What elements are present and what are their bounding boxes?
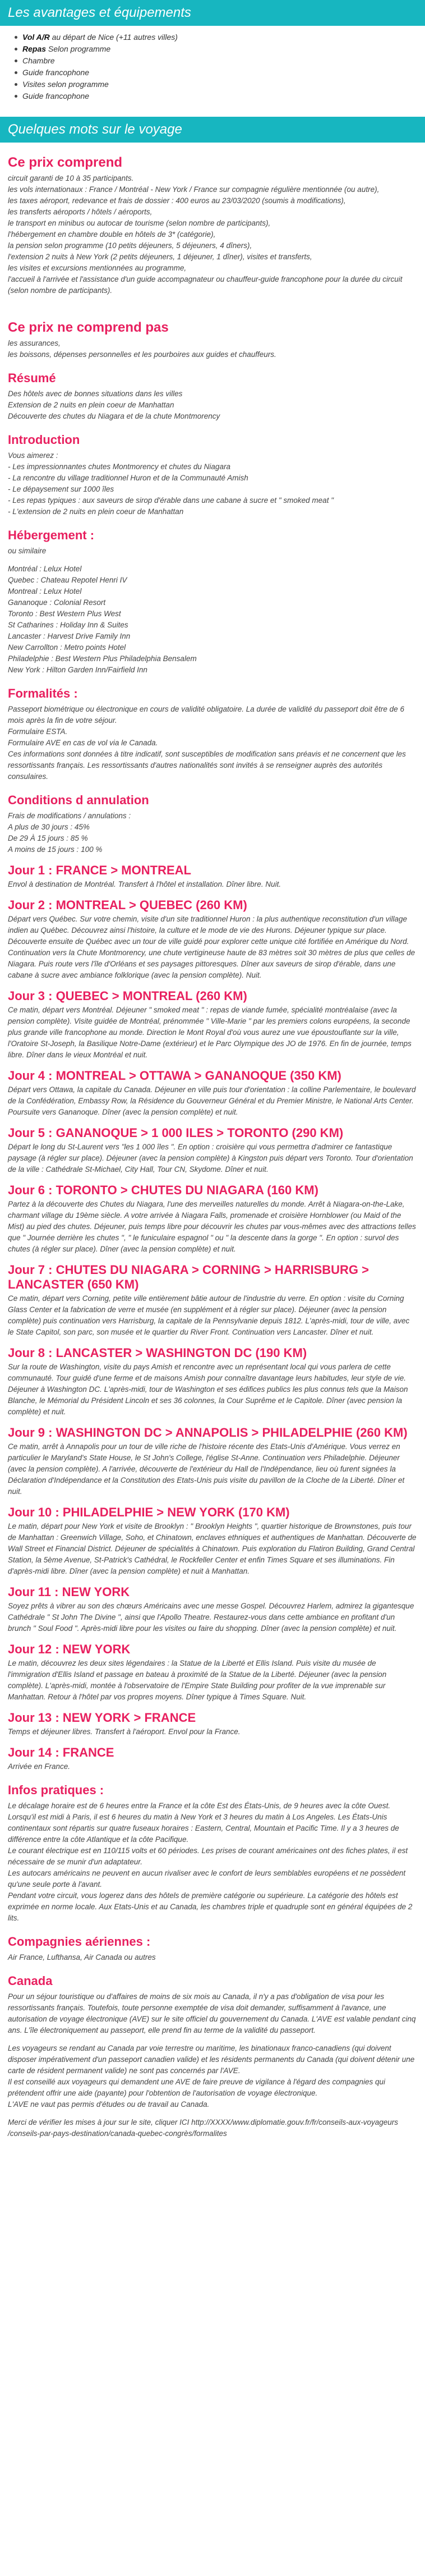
resume-text bbox=[8, 388, 417, 422]
itinerary-day bbox=[8, 1745, 417, 1772]
itinerary-days bbox=[8, 863, 417, 1772]
text-line: les transferts aéroports / hôtels / aéroports, bbox=[8, 208, 153, 216]
text-line: Lancaster : Harvest Drive Family Inn bbox=[8, 632, 131, 640]
advantages-list bbox=[0, 31, 425, 102]
advantage-item-bold: Vol A/R bbox=[22, 33, 50, 42]
text-line: Toronto : Best Western Plus West bbox=[8, 609, 121, 618]
day-text: Ce matin, départ vers Montréal. Déjeuner " smoked meat " : repas de viande fumée, spécialité montréalaise (avec la pension complète). Visite guidée de Montréal, prénommée " Ville-Marie " par les premiers colons européens, la seconde plus grande ville francophone au monde. Direction le Mont Royal d'où vous aurez une vue époustouflante sur la ville, l'Oratoire St-Joseph, la Basilique Notre-Dame (extérieur) et le Parc Olympique des JO de 1976. En fin de journée, temps libre. Dîner dans le vieux Montréal et nuit. bbox=[8, 1006, 412, 1059]
advantage-item-text: Guide francophone bbox=[22, 91, 90, 100]
formalites-title: Formalités : bbox=[8, 686, 78, 700]
text-line: les visites et excursions mentionnées au programme, bbox=[8, 264, 187, 272]
advantage-item bbox=[22, 31, 425, 43]
annulation-title: Conditions d annulation bbox=[8, 793, 149, 807]
day-title: Jour 13 : NEW YORK > FRANCE bbox=[8, 1711, 196, 1725]
text-line: St Catharines : Holiday Inn & Suites bbox=[8, 621, 128, 629]
text-line: Les autocars américains ne peuvent en aucun rivaliser avec le confort de leurs semblables européens et ne possèdent qu'une seule porte à l'avant. bbox=[8, 1869, 406, 1889]
itinerary-day bbox=[8, 989, 417, 1061]
day-title: Jour 5 : GANANOQUE > 1 000 ILES > TORONTO (290 KM) bbox=[8, 1126, 344, 1140]
itinerary-day bbox=[8, 1069, 417, 1118]
advantage-item-text: au départ de Nice (+11 autres villes) bbox=[49, 33, 178, 42]
spacer bbox=[8, 2110, 417, 2117]
advantage-item bbox=[22, 43, 425, 55]
text-line: - La rencontre du village traditionnel Huron et de la Communauté Amish bbox=[8, 474, 248, 482]
itinerary-day bbox=[8, 863, 417, 890]
text-line: circuit garanti de 10 à 35 participants. bbox=[8, 174, 134, 182]
text-line: Passeport biométrique ou électronique en cours de validité obligatoire. La durée de validité du passeport doit être de 6 mois après la fin de votre séjour. bbox=[8, 705, 404, 725]
text-line: Découverte des chutes du Niagara et de la chute Montmorency bbox=[8, 412, 220, 420]
text-line: l'accueil à l'arrivée et l'assistance d'un guide accompagnateur ou chauffeur-guide francophone pour la durée du circuit (selon nombre de participants). bbox=[8, 275, 403, 295]
formalites-text bbox=[8, 704, 417, 782]
text-line: New York : Hilton Garden Inn/Fairfield Inn bbox=[8, 666, 147, 674]
introduction-text bbox=[8, 450, 417, 517]
introduction-title: Introduction bbox=[8, 433, 80, 447]
trip-content bbox=[0, 155, 425, 2139]
day-title: Jour 7 : CHUTES DU NIAGARA > CORNING > HARRISBURG > LANCASTER (650 KM) bbox=[8, 1263, 369, 1291]
day-title: Jour 3 : QUEBEC > MONTREAL (260 KM) bbox=[8, 989, 247, 1003]
day-title: Jour 11 : NEW YORK bbox=[8, 1585, 130, 1599]
text-line: - L'extension de 2 nuits en plein coeur de Manhattan bbox=[8, 507, 184, 516]
infos-text bbox=[8, 1800, 417, 1924]
itinerary-day bbox=[8, 1425, 417, 1497]
day-title: Jour 4 : MONTREAL > OTTAWA > GANANOQUE (350 KM) bbox=[8, 1069, 341, 1083]
text-line: L'AVE ne vaut pas permis d'études ou de travail au Canada. bbox=[8, 2100, 210, 2109]
text-line: Extension de 2 nuits en plein coeur de Manhattan bbox=[8, 401, 174, 409]
text-line: Des hôtels avec de bonnes situations dans les villes bbox=[8, 389, 183, 398]
text-line: De 29 À 15 jours : 85 % bbox=[8, 834, 88, 842]
itinerary-day bbox=[8, 1642, 417, 1703]
itinerary-day bbox=[8, 1346, 417, 1418]
day-text: Départ vers Ottawa, la capitale du Canada. Déjeuner en ville puis tour d'orientation : la colline Parlementaire, le boulevard de la Confédération, Embassy Row, la Résidence du Gouverneur Général et du Premier Ministre, le National Arts Center. Poursuite vers Gananoque. Dîner (avec la pension complète) et nuit. bbox=[8, 1085, 416, 1116]
itinerary-day bbox=[8, 1183, 417, 1255]
day-text: Soyez prêts à vibrer au son des chœurs Américains avec une messe Gospel. Découvrez Harlem, admirez la gigantesque Cathédrale " St John The Divine ", ainsi que l'Apollo Theatre. Restaurez-vous dans cette ambiance en profitant d'un brunch " Soul Food ". Après-midi libre pour les visites ou faire du shopping. Dîner (avec la pension complète) et nuit. bbox=[8, 1602, 414, 1633]
day-title: Jour 9 : WASHINGTON DC > ANNAPOLIS > PHILADELPHIE (260 KM) bbox=[8, 1425, 408, 1440]
canada-title: Canada bbox=[8, 1974, 53, 1988]
prix-comprend-pas-title: Ce prix ne comprend pas bbox=[8, 320, 169, 335]
advantage-item bbox=[22, 67, 425, 79]
spacer bbox=[8, 557, 417, 563]
advantage-item-text: Visites selon programme bbox=[22, 80, 109, 89]
spacer bbox=[8, 2036, 417, 2043]
day-text: Temps et déjeuner libres. Transfert à l'aéroport. Envol pour la France. bbox=[8, 1727, 241, 1736]
day-text: Départ le long du St-Laurent vers "les 1 000 îles ". En option : croisière qui vous permettra d'admirer ce fantastique paysage (à régler sur place). Déjeuner (avec la pension complète) à Kingston puis départ vers Toronto. Tour d'orientation de la ville : Cathédrale St-Michael, City Hall, Tour CN, Skydome. Dîner et nuit. bbox=[8, 1143, 413, 1174]
text-line: Vous aimerez : bbox=[8, 451, 58, 460]
text-line: l'extension 2 nuits à New York (2 petits déjeuners, 1 déjeuner, 1 dîner), visites et transferts, bbox=[8, 253, 312, 261]
text-line: Pendant votre circuit, vous logerez dans des hôtels de première catégorie ou supérieure. La catégorie des hôtels est exprimée en norme locale. Aux Etats-Unis et au Canada, les chambres triple et quadruple sont en général équipées de 2 lits. bbox=[8, 1891, 413, 1922]
text-line: A plus de 30 jours : 45% bbox=[8, 823, 90, 831]
text-line: Quebec : Chateau Repotel Henri IV bbox=[8, 576, 127, 584]
text-line: - Les repas typiques : aux saveurs de sirop d'érable dans une cabane à sucre et " smoked meat " bbox=[8, 496, 334, 505]
text-line: ou similaire bbox=[8, 547, 47, 555]
prix-comprend-title: Ce prix comprend bbox=[8, 155, 123, 170]
text-line: le transport en minibus ou autocar de tourisme (selon nombre de participants), bbox=[8, 219, 271, 227]
day-text: Partez à la découverte des Chutes du Niagara, l'une des merveilles naturelles du monde. Arrêt à Niagara-on-the-Lake, charmant village du 19ème siècle. A votre arrivée à Niagara Falls, promenade et croisière Hornblower (ou Maid of the Mist) au pied des chutes. Déjeuner, puis temps libre pour découvrir les chutes par vous-mêmes avec des attractions telles que " Journée derrière les chutes ", " le funiculaire espagnol " ou " la descente dans la gorge ". En option : survol des chutes (à régler sur place). Dîner (avec la pension complète) et nuit. bbox=[8, 1200, 416, 1253]
day-title: Jour 14 : FRANCE bbox=[8, 1745, 114, 1759]
text-line: Formulaire AVE en cas de vol via le Canada. bbox=[8, 739, 158, 747]
canada-text bbox=[8, 1991, 417, 2139]
day-text: Départ vers Québec. Sur votre chemin, visite d'un site traditionnel Huron : la plus authentique reconstitution d'un village indien au Québec. Découvrez ainsi l'histoire, la culture et le mode de vie des Hurons. Déjeuner typique sur place. Découverte ensuite de Québec avec un tour de ville guidé pour explorer cette unique cité fortifiée en Amérique du Nord. Continuation vers la Chute Montmorency, une chute vertigineuse haute de 83 mètres soit 30 mètres de plus que celles de Niagara. Puis route vers l'île d'Orléans et ses paysages pittoresques. Dîner aux saveurs de sirop d'érable, dans une cabane à sucre avec ambiance folklorique (avec la pension complète). Nuit. bbox=[8, 915, 415, 979]
day-text: Sur la route de Washington, visite du pays Amish et rencontre avec un représentant local qui vous parlera de cette communauté. Tour guidé d'une ferme et de maisons Amish pour connaître davantage leurs habitudes, leur style de vie. Déjeuner à Washington DC. L'après-midi, tour de Washington et ses édifices publics les plus connus tels que la Maison Blanche, le Mémorial du Président Lincoln et ses 36 colonnes, la Cour Suprême et le Capitole. Dîner (avec pension la complète) et nuit. bbox=[8, 1363, 408, 1416]
advantage-item-text: Selon programme bbox=[46, 44, 111, 53]
text-line: les assurances, bbox=[8, 339, 61, 347]
text-line: les vols internationaux : France / Montréal - New York / France sur compagnie régulière mentionnée (ou autre), bbox=[8, 185, 380, 194]
day-text: Envol à destination de Montréal. Transfert à l'hôtel et installation. Dîner libre. Nuit. bbox=[8, 880, 281, 888]
day-title: Jour 10 : PHILADELPHIE > NEW YORK (170 KM) bbox=[8, 1505, 290, 1519]
text-line: Frais de modifications / annulations : bbox=[8, 812, 131, 820]
itinerary-day bbox=[8, 898, 417, 981]
day-text: Le matin, découvrez les deux sites légendaires : la Statue de la Liberté et Ellis Island. Puis visite du musée de l'immigration d'Ellis Island et passage en bateau à proximité de la Statue de la Liberté. Déjeuner (avec la pension complète). L'après-midi, montée à l'observatoire de l'Empire State Building pour profiter de la vue imprenable sur Manhattan. Retour à l'hôtel par vos propres moyens. Dîner typique à Times Square. Nuit. bbox=[8, 1659, 387, 1701]
text-line: New Carrollton : Metro points Hotel bbox=[8, 643, 126, 652]
itinerary-day bbox=[8, 1126, 417, 1175]
prix-comprend-text bbox=[8, 173, 417, 296]
day-title: Jour 1 : FRANCE > MONTREAL bbox=[8, 863, 191, 877]
prix-comprend-pas-text bbox=[8, 338, 417, 360]
text-line: Merci de vérifier les mises à jour sur le site, cliquer ICI http://XXXX/www.diplomatie.gouv.fr/fr/conseils-aux-voyageurs /conseils-par-pays-destination/canada-quebec-congrès/formalites bbox=[8, 2118, 399, 2138]
text-line: - Le dépaysement sur 1000 îles bbox=[8, 485, 114, 493]
section-header-trip-words: Quelques mots sur le voyage bbox=[0, 117, 425, 143]
text-line: Les voyageurs se rendant au Canada par voie terrestre ou maritime, les binationaux franco-canadiens (qui doivent disposer impérativement d'un passeport canadien valide) et les résidents permanents du Canada (qui doivent détenir une carte de résident permanent valide) ne sont pas concernés par l'AVE. bbox=[8, 2044, 415, 2075]
section-header-advantages: Les avantages et équipements bbox=[0, 0, 425, 26]
day-title: Jour 6 : TORONTO > CHUTES DU NIAGARA (160 KM) bbox=[8, 1183, 318, 1197]
advantage-item bbox=[22, 79, 425, 90]
text-line: Formulaire ESTA. bbox=[8, 727, 68, 736]
text-line: Air France, Lufthansa, Air Canada ou autres bbox=[8, 1953, 156, 1961]
text-line: A moins de 15 jours : 100 % bbox=[8, 845, 103, 854]
text-line: Le courant électrique est en 110/115 volts et 60 périodes. Les prises de courant américaines ont des fiches plates, il est nécessaire de se munir d'un adaptateur. bbox=[8, 1846, 408, 1866]
resume-title: Résumé bbox=[8, 371, 56, 385]
day-text: Le matin, départ pour New York et visite de Brooklyn : " Brooklyn Heights ", quartier historique de Brownstones, puis tour de Manhattan : Greenwich Village, Soho, et Chinatown, enclaves ethniques et authentiques de Manhattan. Découverte de Wall Street et Financial District. Déjeuner de spécialités à Chinatown. Puis exploration du Flatiron Building, Grand Central Station, la 5ème Avenue, St-Patrick's Cathédral, le Rockfeller Center et enfin Times Square et ses illuminations. Fin d'après-midi libre. Dîner (avec la pension complète) et nuit à Manhattan. bbox=[8, 1522, 417, 1575]
itinerary-day bbox=[8, 1505, 417, 1577]
text-line: les taxes aéroport, redevance et frais de dossier : 400 euros au 23/03/2020 (soumis à modifications), bbox=[8, 196, 346, 205]
day-text: Ce matin, départ vers Corning, petite ville entièrement bâtie autour de l'industrie du verre. En option : visite du Corning Glass Center et la fabrication de verre et musée (en supplément et à régler sur place). Déjeuner (avec la pension complète) puis continuation vers Harrisburg, la capitale de la Pennsylvanie depuis 1812. L'après-midi, tour de ville, avec le State Capitol, son parc, son musée et le quartier du River Front. Continuation vers Lancaster. Dîner et nuit. bbox=[8, 1294, 410, 1336]
day-title: Jour 8 : LANCASTER > WASHINGTON DC (190 KM) bbox=[8, 1346, 307, 1360]
advantage-item bbox=[22, 90, 425, 102]
hebergement-text bbox=[8, 546, 417, 676]
itinerary-day bbox=[8, 1263, 417, 1338]
text-line: les boissons, dépenses personnelles et les pourboires aux guides et chauffeurs. bbox=[8, 350, 276, 359]
compagnies-title: Compagnies aériennes : bbox=[8, 1935, 151, 1949]
text-line: Ces informations sont données à titre indicatif, sont susceptibles de modification sans préavis et ne concernent que les ressortissants français. Les ressortissants d'autres nationalités sont invités à se renseigner auprès des autorités consulaires. bbox=[8, 750, 406, 781]
text-line: - Les impressionnantes chutes Montmorency et chutes du Niagara bbox=[8, 462, 230, 471]
advantage-item-bold: Repas bbox=[22, 44, 47, 53]
day-text: Arrivée en France. bbox=[8, 1762, 71, 1771]
itinerary-day bbox=[8, 1711, 417, 1738]
itinerary-day bbox=[8, 1585, 417, 1634]
text-line: Le décalage horaire est de 6 heures entre la France et la côte Est des États-Unis, de 9 heures avec la côte Ouest. Lorsqu'il est midi à Paris, il est 6 heures du matin à New York et 3 heures du matin à Los Angeles. Les États-Unis continentaux sont répartis sur quatre fuseaux horaires : Eastern, Central, Mountain et Pacific Time. Il y a 3 heures de différence entre la côte Atlantique et la côte Pacifique. bbox=[8, 1802, 399, 1844]
text-line: Montreal : Lelux Hotel bbox=[8, 587, 82, 595]
text-line: Philadelphie : Best Western Plus Philadelphia Bensalem bbox=[8, 654, 197, 663]
text-line: Il est conseillé aux voyageurs qui demandent une AVE de faire preuve de vigilance à l'égard des compagnies qui prétendent offrir une aide (payante) pour l'obtention de l'autorisation de voyage électronique. bbox=[8, 2078, 386, 2097]
text-line: Gananoque : Colonial Resort bbox=[8, 598, 106, 607]
text-line: l'hébergement en chambre double en hôtels de 3* (catégorie), bbox=[8, 230, 216, 239]
text-line: la pension selon programme (10 petits déjeuners, 5 déjeuners, 4 dîners), bbox=[8, 241, 252, 250]
infos-title: Infos pratiques : bbox=[8, 1783, 104, 1797]
day-title: Jour 2 : MONTREAL > QUEBEC (260 KM) bbox=[8, 898, 247, 912]
text-line: Pour un séjour touristique ou d'affaires de moins de six mois au Canada, il n'y a pas d'obligation de visa pour les ressortissants français. Toutefois, toute personne exemptée de visa doit demander, suffisamment à l'avance, une autorisation de voyage électronique (AVE) sur le site officiel du gouvernement du Canada. L'AVE est valable pendant cinq ans. L'île électroniquement au passeport, elle prend fin au terme de la validité du passeport. bbox=[8, 1992, 416, 2034]
compagnies-text bbox=[8, 1952, 417, 1963]
hebergement-title: Hébergement : bbox=[8, 528, 95, 542]
advantage-item bbox=[22, 55, 425, 67]
day-title: Jour 12 : NEW YORK bbox=[8, 1642, 131, 1656]
day-text: Ce matin, arrêt à Annapolis pour un tour de ville riche de l'histoire récente des Etats-Unis d'Amérique. Vous verrez en particulier le Maryland's State House, le St John's College, l'église St-Anne. Continuation vers Philadelphie. Déjeuner (avec la pension complète). A l'arrivée, découverte de l'extérieur du Hall de l'Indépendance, lieu où furent signées la Déclaration d'Indépendance et la Constitution des Etats-Unis puis visite du pavillon de la Cloche de la Liberté. Dîner et nuit. bbox=[8, 1442, 405, 1496]
advantage-item-text: Chambre bbox=[22, 56, 55, 65]
text-line: Montréal : Lelux Hotel bbox=[8, 565, 82, 573]
advantage-item-text: Guide francophone bbox=[22, 68, 90, 77]
annulation-text bbox=[8, 810, 417, 855]
